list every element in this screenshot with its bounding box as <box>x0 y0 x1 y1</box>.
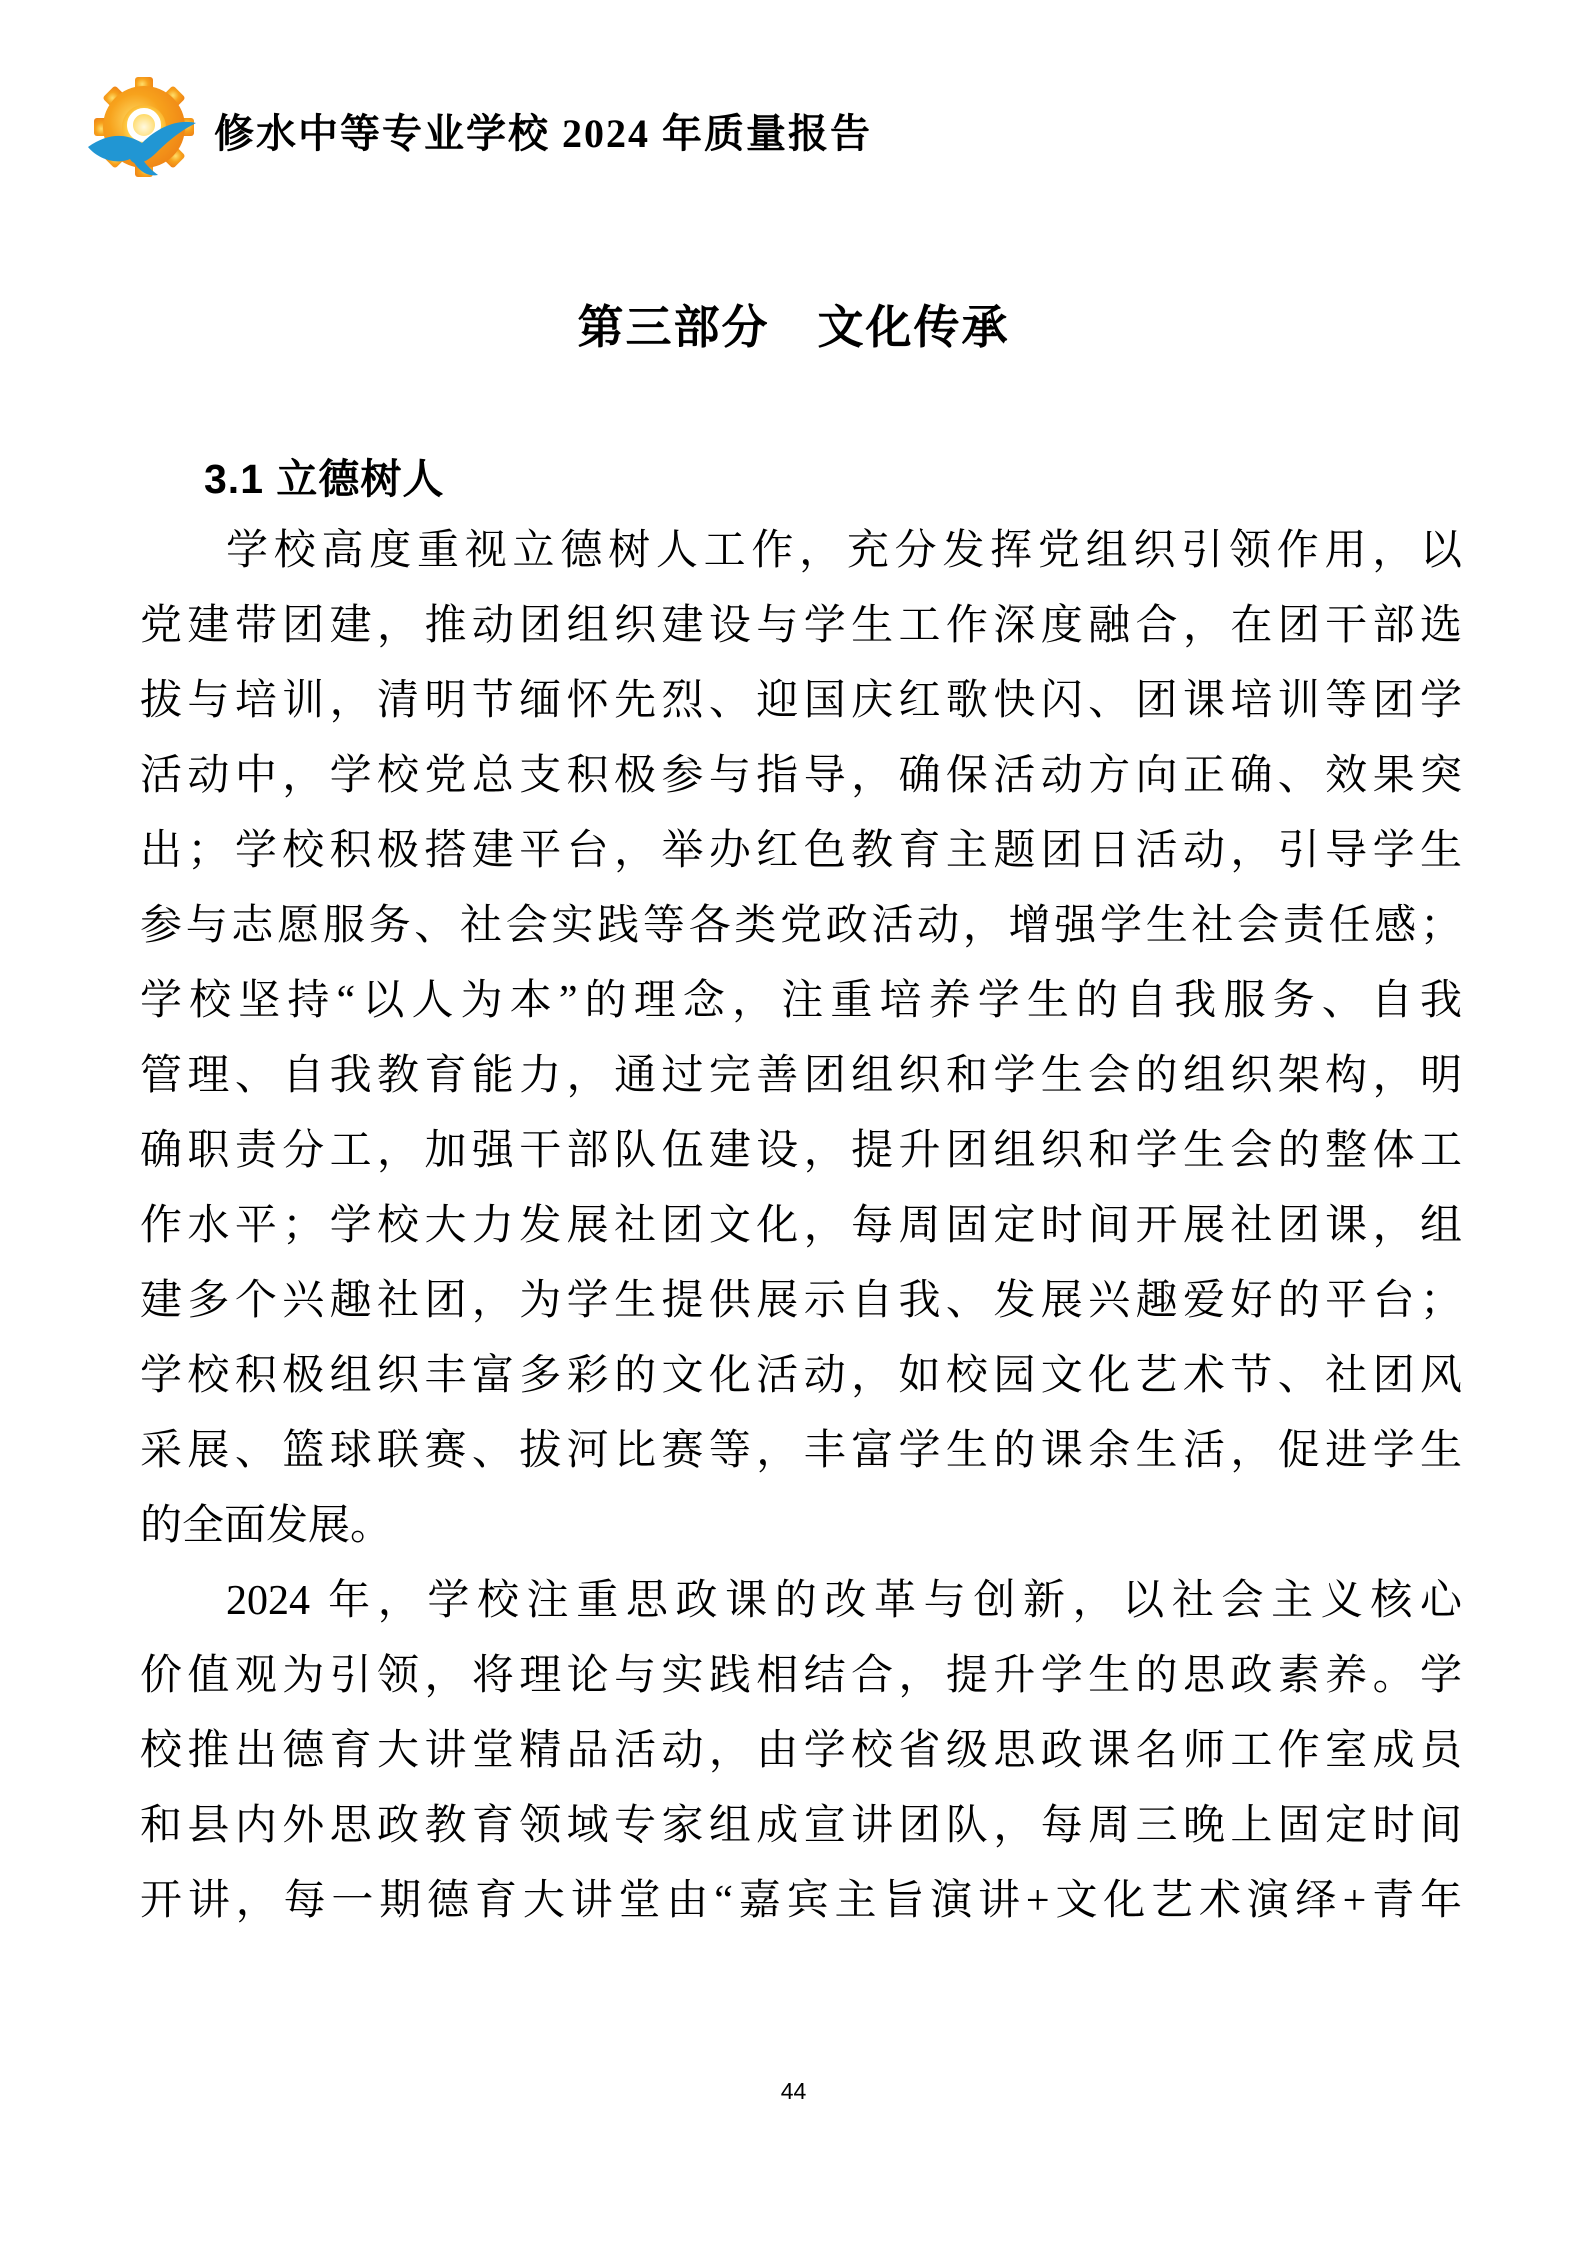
text-line: 的全面发展。 <box>140 1503 393 1549</box>
text-line: 党建带团建，推动团组织建设与学生工作深度融合，在团干部选 <box>140 603 1462 649</box>
page-number: 44 <box>780 2078 807 2104</box>
text-line: 学校高度重视立德树人工作，充分发挥党组织引领作用，以 <box>226 528 1462 574</box>
text-line: 开讲，每一期德育大讲堂由“嘉宾主旨演讲+文化艺术演绎+青年 <box>140 1878 1462 1924</box>
text-line: 作水平；学校大力发展社团文化，每周固定时间开展社团课，组 <box>140 1203 1462 1249</box>
header-title: 修水中等专业学校 2024 年质量报告 <box>214 110 872 156</box>
page-header <box>86 74 872 186</box>
text-line: 和县内外思政教育领域专家组成宣讲团队，每周三晚上固定时间 <box>140 1803 1462 1849</box>
text-line: 出；学校积极搭建平台，举办红色教育主题团日活动，引导学生 <box>140 828 1462 874</box>
text-line: 确职责分工，加强干部队伍建设，提升团组织和学生会的整体工 <box>140 1128 1462 1174</box>
text-line: 价值观为引领，将理论与实践相结合，提升学生的思政素养。学 <box>140 1653 1462 1699</box>
school-logo-icon <box>86 74 198 186</box>
text-line: 2024 年，学校注重思政课的改革与创新，以社会主义核心 <box>226 1578 1462 1624</box>
body-text <box>140 514 1462 1939</box>
text-line: 建多个兴趣社团，为学生提供展示自我、发展兴趣爱好的平台； <box>140 1278 1462 1324</box>
text-line: 校推出德育大讲堂精品活动，由学校省级思政课名师工作室成员 <box>140 1728 1462 1774</box>
text-line: 活动中，学校党总支积极参与指导，确保活动方向正确、效果突 <box>140 753 1462 799</box>
text-line: 管理、自我教育能力，通过完善团组织和学生会的组织架构，明 <box>140 1053 1462 1099</box>
text-line: 采展、篮球联赛、拔河比赛等，丰富学生的课余生活，促进学生 <box>140 1428 1462 1474</box>
section-heading: 3.1 立德树人 <box>204 456 445 502</box>
text-line: 拔与培训，清明节缅怀先烈、迎国庆红歌快闪、团课培训等团学 <box>140 678 1462 724</box>
text-line: 学校坚持“以人为本”的理念，注重培养学生的自我服务、自我 <box>140 978 1462 1024</box>
text-line: 学校积极组织丰富多彩的文化活动，如校园文化艺术节、社团风 <box>140 1353 1462 1399</box>
part-title: 第三部分 文化传承 <box>577 302 1010 353</box>
text-line: 参与志愿服务、社会实践等各类党政活动，增强学生社会责任感； <box>140 903 1462 949</box>
